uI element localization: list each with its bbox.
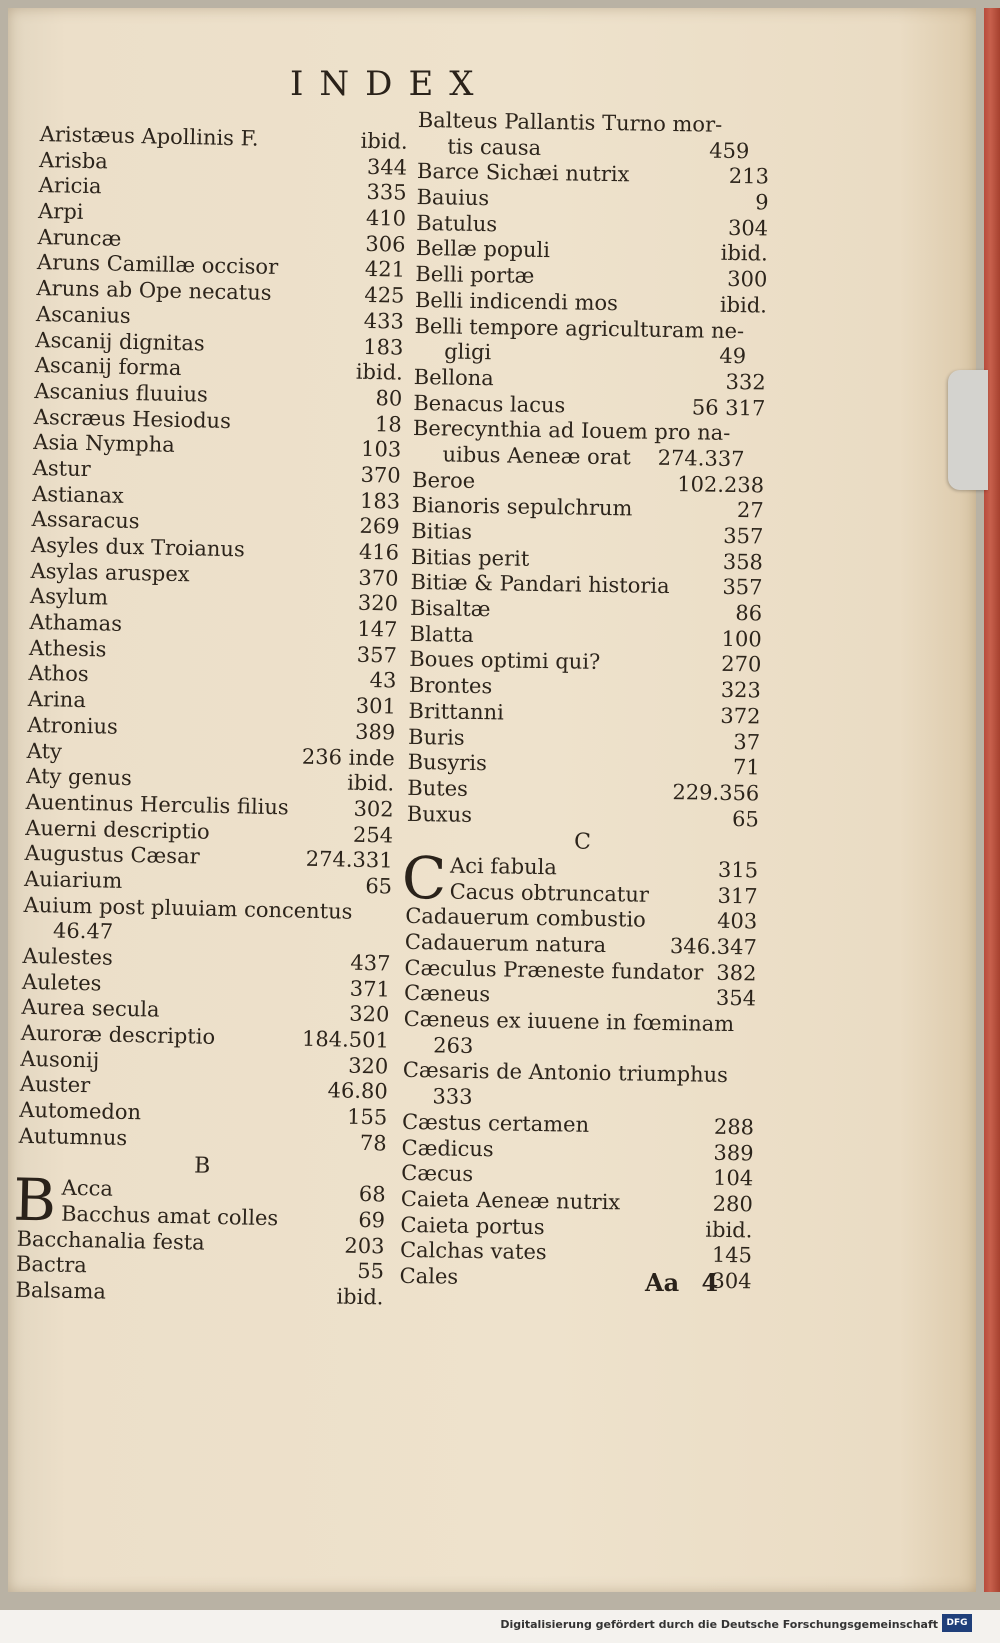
entry-term: Cædicus xyxy=(401,1135,494,1161)
entry-term: Aty xyxy=(26,738,63,764)
entry-term: Asyles dux Troianus xyxy=(30,532,245,562)
entry-term: Bacchus amat colles xyxy=(60,1201,279,1231)
entry-page-number: 183 xyxy=(363,334,404,360)
entry-term: Bellæ populi xyxy=(415,236,551,263)
entry-term: Cacus obtruncatur xyxy=(449,879,650,907)
entry-term: Athos xyxy=(28,661,89,687)
entry-term: Bisaltæ xyxy=(409,596,491,622)
entry-page-number: 100 xyxy=(721,626,762,652)
entry-term: Aricia xyxy=(38,173,102,199)
entry-page-number: 184.501 xyxy=(301,1026,390,1053)
section-letter: B xyxy=(193,1152,211,1179)
entry-page-number: 335 xyxy=(366,180,407,206)
entry-term: Bitias perit xyxy=(410,544,530,571)
entry-page-number: 78 xyxy=(359,1130,387,1156)
entry-page-number: 344 xyxy=(366,154,408,180)
entry-term: Aruns ab Ope necatus xyxy=(36,276,272,306)
entry-term: Aty genus xyxy=(26,764,133,791)
entry-page-number: 306 xyxy=(365,231,406,257)
entry-page-number: 323 xyxy=(720,677,762,703)
entry-page-number: ibid. xyxy=(720,241,768,266)
entry-page-number: 410 xyxy=(365,205,407,231)
entry-page-number: 304 xyxy=(711,1268,752,1294)
entry-page-number: 37 xyxy=(733,729,761,754)
entry-page-number: 320 xyxy=(347,1053,389,1079)
entry-term: gligi xyxy=(443,339,492,365)
entry-term: Aurea secula xyxy=(21,995,160,1023)
entry-page-number: 416 xyxy=(358,539,400,565)
entry-page-number: 280 xyxy=(712,1191,754,1217)
entry-term: Auroræ descriptio xyxy=(20,1020,216,1049)
entry-term: Asia Nympha xyxy=(33,430,176,458)
entry-page-number: 389 xyxy=(713,1140,754,1165)
entry-term: Busyris xyxy=(407,750,488,776)
funding-footer: Digitalisierung gefördert durch die Deutsche Forschungsgemeinschaft xyxy=(500,1618,938,1631)
entry-term: Arina xyxy=(27,687,87,713)
entry-term: Caieta portus xyxy=(400,1212,545,1239)
entry-term: Boues optimi qui? xyxy=(409,647,601,675)
entry-term: Astur xyxy=(32,455,91,482)
entry-page-number: 357 xyxy=(356,642,398,668)
entry-page-number: 274.331 xyxy=(305,846,393,873)
entry-page-number: 147 xyxy=(357,616,398,642)
entry-page-number: 304 xyxy=(727,215,769,241)
entry-term: Aci fabula xyxy=(449,853,558,880)
entry-page-number: 68 xyxy=(358,1182,386,1207)
entry-page-number: 358 xyxy=(722,549,764,575)
entry-term: Buxus xyxy=(406,801,473,827)
entry-term: Bianoris sepulchrum xyxy=(411,493,633,521)
entry-term: Balteus Pallantis Turno mor- xyxy=(417,108,723,137)
entry-term: Belli portæ xyxy=(415,262,535,288)
entry-term: Auium post pluuiam concentus xyxy=(23,892,353,924)
entry-term: tis causa xyxy=(447,134,542,160)
index-column-left xyxy=(12,122,408,1311)
entry-term: Cæcus xyxy=(401,1161,474,1187)
entry-term: Berecynthia ad Iouem pro na- xyxy=(412,416,731,446)
entry-term: Athamas xyxy=(29,609,123,636)
entry-page-number: 145 xyxy=(711,1243,753,1268)
entry-term: Athesis xyxy=(28,635,107,662)
entry-page-number: 320 xyxy=(357,591,399,616)
entry-page-number: ibid. xyxy=(355,359,404,385)
entry-term: Auster xyxy=(19,1072,91,1098)
entry-term: Benacus lacus xyxy=(413,390,566,417)
entry-page-number: 315 xyxy=(717,857,759,883)
entry-term: Calchas vates xyxy=(399,1238,547,1265)
entry-page-number: 69 xyxy=(358,1207,386,1233)
entry-term: Asylum xyxy=(29,584,109,610)
entry-page-number: 254 xyxy=(352,822,394,848)
entry-page-number: ibid. xyxy=(360,128,408,154)
entry-term: Atronius xyxy=(27,712,119,739)
entry-page-number: 65 xyxy=(365,873,393,899)
entry-page-number: 433 xyxy=(363,308,405,334)
entry-page-number: 288 xyxy=(713,1114,755,1140)
entry-page-number: 274.337 xyxy=(657,445,745,472)
entry-page-number: ibid. xyxy=(346,770,395,796)
entry-term: Cæneus ex iuuene in fœminam xyxy=(403,1006,735,1037)
entry-term: Arpi xyxy=(37,199,84,224)
entry-page-number: 65 xyxy=(731,806,760,832)
entry-page-number: 183 xyxy=(359,488,401,514)
entry-page-number: 357 xyxy=(723,523,764,549)
entry-term: Belli tempore agriculturam ne- xyxy=(414,313,745,343)
entry-page-number: 71 xyxy=(732,755,760,780)
entry-term: Bitiæ & Pandari historia xyxy=(410,570,670,599)
entry-term: Cæneus xyxy=(403,981,491,1007)
entry-term: Assaracus xyxy=(31,507,140,534)
entry-term: Ascanius xyxy=(35,301,131,328)
entry-page-number: 103 xyxy=(360,437,402,462)
entry-page-number: 80 xyxy=(375,385,403,411)
entry-term: 333 xyxy=(432,1084,473,1110)
entry-term: Aulestes xyxy=(22,943,114,970)
entry-term: Aristæus Apollinis F. xyxy=(39,122,259,151)
dfg-logo: DFG xyxy=(942,1614,972,1632)
entry-page-number: 403 xyxy=(716,909,758,934)
entry-term: Caieta Aeneæ nutrix xyxy=(400,1186,621,1215)
entry-term: Astianax xyxy=(31,481,124,508)
entry-page-number: 229.356 xyxy=(672,779,760,806)
entry-page-number: 421 xyxy=(364,257,406,283)
entry-term: Cæstus certamen xyxy=(401,1109,590,1137)
entry-page-number: 86 xyxy=(735,601,763,626)
entry-page-number: ibid. xyxy=(705,1217,753,1242)
entry-term: Ascanius fluuius xyxy=(34,378,209,407)
entry-term: Blatta xyxy=(409,621,475,647)
entry-page-number: 46.80 xyxy=(327,1078,389,1104)
entry-page-number: 357 xyxy=(722,575,763,600)
entry-page-number: 371 xyxy=(349,976,391,1002)
entry-page-number: 332 xyxy=(725,369,766,395)
entry-term: Auerni descriptio xyxy=(24,815,210,844)
entry-term: Bitias xyxy=(411,518,473,544)
entry-page-number: 9 xyxy=(754,190,769,215)
entry-term: Barce Sichæi nutrix xyxy=(416,159,630,187)
entry-term: Beroe xyxy=(411,467,476,493)
drop-cap-letter: C xyxy=(401,843,447,913)
entry-term: 46.47 xyxy=(52,918,114,945)
entry-page-number: 382 xyxy=(716,960,757,986)
entry-term: Bellona xyxy=(413,364,494,391)
entry-page-number: 56 317 xyxy=(691,394,766,421)
entry-term: Bacchanalia festa xyxy=(16,1226,205,1255)
entry-page-number: 300 xyxy=(727,267,768,292)
entry-page-number: 317 xyxy=(717,883,758,909)
entry-term: Batulus xyxy=(416,210,498,237)
page-tab-marker xyxy=(948,370,988,490)
entry-term: Brontes xyxy=(408,673,493,699)
entry-page-number: 236 inde xyxy=(301,744,396,771)
entry-term: Arisba xyxy=(38,147,109,174)
entry-term: Cales xyxy=(399,1263,459,1289)
entry-page-number: 354 xyxy=(715,986,757,1011)
entry-page-number: 102.238 xyxy=(677,471,765,498)
entry-term: Cadauerum natura xyxy=(404,929,607,958)
entry-page-number: 346.347 xyxy=(669,934,758,960)
entry-term: Automedon xyxy=(19,1097,142,1125)
entry-page-number: 27 xyxy=(736,498,764,523)
book-edge xyxy=(984,8,1000,1592)
entry-page-number: 203 xyxy=(344,1233,385,1259)
entry-page-number: ibid. xyxy=(719,292,768,318)
entry-page-number: 370 xyxy=(358,565,399,591)
entry-page-number: 370 xyxy=(360,462,401,488)
entry-term: Brittanni xyxy=(408,698,505,725)
entry-term: Aruns Camillæ occisor xyxy=(36,250,279,280)
section-letter: C xyxy=(573,829,592,856)
entry-page-number: 18 xyxy=(374,411,403,437)
entry-term: Auiarium xyxy=(23,866,123,893)
entry-term: Bauius xyxy=(416,185,490,211)
drop-cap-letter: B xyxy=(12,1165,57,1235)
entry-term: Aruncæ xyxy=(37,224,122,251)
entry-page-number: 320 xyxy=(349,1002,390,1027)
entry-term: Autumnus xyxy=(18,1123,128,1150)
entry-page-number: ibid. xyxy=(336,1284,384,1310)
entry-term: Auentinus Herculis filius xyxy=(25,789,289,820)
catchword: Aa 4 xyxy=(645,1268,719,1297)
entry-term: Cæsaris de Antonio triumphus xyxy=(402,1058,729,1088)
entry-term: Ascanij dignitas xyxy=(35,327,205,355)
entry-term: uibus Aeneæ orat xyxy=(442,442,631,470)
entry-page-number: 301 xyxy=(355,693,397,719)
entry-page-number: 104 xyxy=(712,1165,754,1191)
entry-term: Balsama xyxy=(15,1277,107,1304)
index-entry xyxy=(407,801,759,832)
entry-page-number: 213 xyxy=(728,164,770,189)
entry-page-number: 302 xyxy=(353,796,394,822)
entry-term: Buris xyxy=(407,724,465,750)
entry-page-number: 437 xyxy=(350,950,391,976)
entry-page-number: 43 xyxy=(369,668,397,694)
entry-page-number: 269 xyxy=(359,514,400,539)
entry-term: Cæculus Præneste fundator xyxy=(404,955,704,985)
entry-page-number: 55 xyxy=(357,1259,385,1284)
entry-term: Bactra xyxy=(15,1252,88,1278)
entry-page-number: 155 xyxy=(346,1104,388,1130)
entry-page-number: 49 xyxy=(719,343,747,369)
entry-term: Acca xyxy=(61,1175,114,1201)
entry-term: Ascræus Hesiodus xyxy=(33,404,232,433)
entry-page-number: 459 xyxy=(709,138,750,163)
entry-term: Asylas aruspex xyxy=(30,558,190,586)
entry-term: Belli indicendi mos xyxy=(414,287,619,315)
entry-term: 263 xyxy=(433,1033,474,1058)
entry-term: Augustus Cæsar xyxy=(24,841,200,869)
index-column-right xyxy=(399,108,770,1295)
entry-term: Ausonij xyxy=(20,1046,100,1073)
entry-term: Cadauerum combustio xyxy=(405,904,646,932)
page-heading: INDEX xyxy=(290,64,490,104)
entry-page-number: 372 xyxy=(720,703,761,729)
entry-term: Auletes xyxy=(21,969,102,996)
entry-term: Butes xyxy=(407,775,469,801)
entry-page-number: 270 xyxy=(721,652,762,677)
entry-page-number: 389 xyxy=(354,719,396,745)
entry-term: Ascanij forma xyxy=(34,353,182,381)
entry-page-number: 425 xyxy=(364,282,405,308)
